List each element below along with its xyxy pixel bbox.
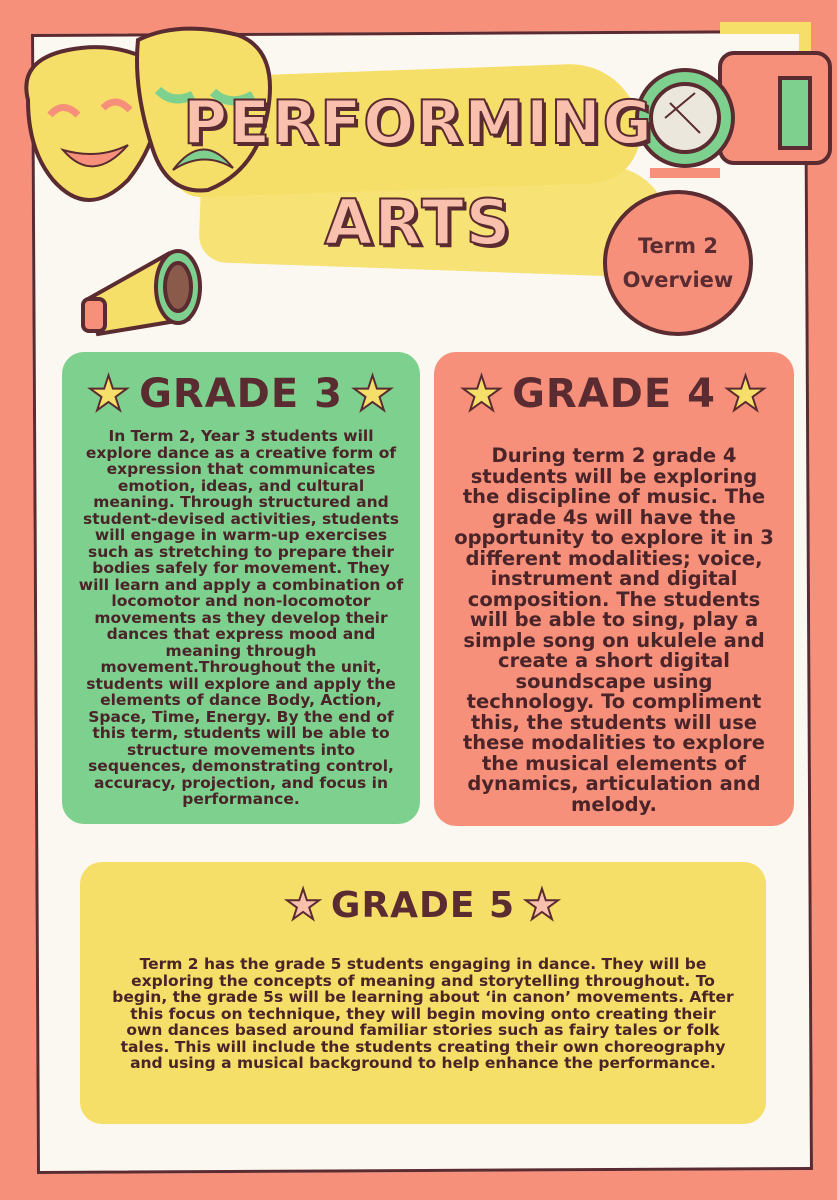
grade-3-heading-row <box>76 366 406 422</box>
star-icon: ★ <box>87 366 132 422</box>
megaphone-icon <box>78 244 218 344</box>
star-icon: ★ <box>350 366 395 422</box>
grade-4-card <box>434 352 794 826</box>
term-badge-sublabel: Overview <box>622 268 734 292</box>
grade-5-heading: GRADE 5 <box>330 884 516 926</box>
term-badge-label: Term 2 <box>638 234 718 258</box>
star-icon: ★ <box>284 880 323 929</box>
star-icon: ★ <box>460 366 505 422</box>
term-badge <box>603 190 753 336</box>
grade-3-description: In Term 2, Year 3 students will explore dance as a creative form of expression that communicates emotion, ideas, and cultural meaning. Through structured and student-devised activities, students will engage in warm-up exercises such as stretching to prepare their bodies safely for movement. They will learn and apply a combination of locomotor and non-locomotor movements as they develop their dances that express mood and meaning through movement.Throughout the unit, students will explore and apply the elements of dance Body, Action, Space, Time, Energy. By the end of this term, students will be able to structure movements into sequences, demonstrating control, accuracy, projection, and focus in performance. <box>78 427 404 808</box>
grade-5-heading-row <box>110 880 736 929</box>
grade-3-card <box>62 352 420 824</box>
page-title-line-1: PERFORMING <box>183 88 654 158</box>
grade-5-card <box>80 862 766 1124</box>
grade-3-heading: GRADE 3 <box>139 371 343 417</box>
star-icon: ★ <box>523 880 562 929</box>
grade-4-description: During term 2 grade 4 students will be exploring the discipline of music. The grade 4s will have the opportunity to explore it in 3 different modalities; voice, instrument and digital composition. The students will be able to sing, play a simple song on ukulele and create a short digital soundscape using technology. To compliment this, the students will use these modalities to explore the musical elements of dynamics, articulation and melody. <box>454 444 774 816</box>
grade-4-heading: GRADE 4 <box>512 371 716 417</box>
grade-4-heading-row <box>452 366 776 422</box>
page-title-line-2: ARTS <box>324 186 513 259</box>
star-icon: ★ <box>723 366 768 422</box>
grade-5-description: Term 2 has the grade 5 students engaging in dance. They will be exploring the concepts of meaning and storytelling throughout. To begin, the grade 5s will be learning about ‘in canon’ movements. After this focus on technique, they will begin moving onto creating their own dances based around familiar stories such as fairy tales or folk tales. This will include the students creating their own choreography and using a musical background to help enhance the performance. <box>112 955 734 1072</box>
